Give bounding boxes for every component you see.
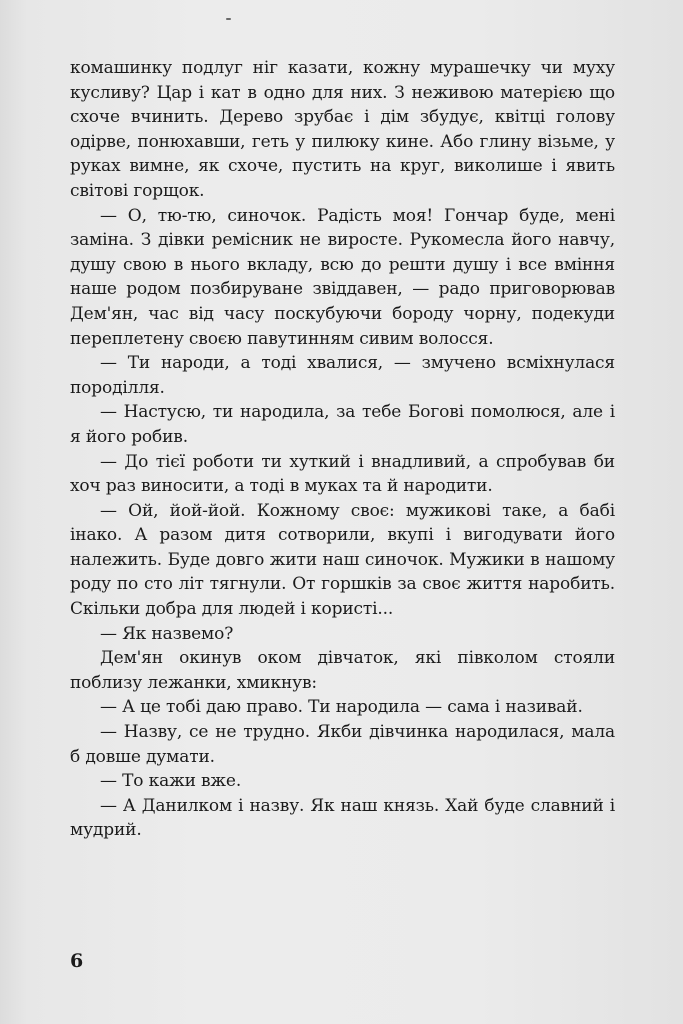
paragraph-7: — Як назвемо? bbox=[100, 623, 234, 644]
paragraph-4: — Настусю, ти народила, за тебе Богові помолюся, але і я його робив. bbox=[70, 402, 615, 447]
paragraph-9: — А це тобі даю право. Ти народила — сама і називай. bbox=[100, 697, 583, 718]
print-speck bbox=[226, 18, 231, 20]
body-text bbox=[70, 56, 615, 843]
paragraph-8: Дем'ян окинув оком дівчаток, які півколом стояли поблизу лежанки, хмикнув: bbox=[70, 648, 615, 693]
paragraph-10: — Назву, се не трудно. Якби дівчинка народилася, мала б довше думати. bbox=[70, 722, 615, 767]
paragraph-6: — Ой, йой-йой. Кожному своє: мужикові таке, а бабі інако. А разом дитя сотворили, вкупі і вигодувати його належить. Буде довго жити наш синочок. Мужики в нашому роду по сто літ тягнули. От горшків за своє життя наробить. Скільки добра для людей і користі... bbox=[70, 500, 615, 620]
paragraph-11: — То кажи вже. bbox=[100, 771, 242, 792]
paragraph-1: комашинку подлуг ніг казати, кожну мурашечку чи муху кусливу? Цар і кат в одно для них. З неживою матерією що схоче вчинить. Дерево зрубає і дім збудує, квітці голову одірве, понюхавши, геть у пилюку кине. Або глину візьме, у руках вимне, як схоче, пустить на круг, виколише і явить світові горщок. bbox=[70, 58, 615, 201]
paragraph-12: — А Данилком і назву. Як наш князь. Хай буде славний і мудрий. bbox=[70, 795, 615, 841]
paragraph-3: — Ти народи, а тоді хвалися, — змучено всміхнулася породілля. bbox=[70, 353, 615, 398]
page-number: 6 bbox=[70, 950, 84, 972]
paragraph-2: — О, тю-тю, синочок. Радість моя! Гончар буде, мені заміна. З дівки ремісник не виросте. Рукомесла його навчу, душу свою в нього вкладу, всю до решти душу і все вміння наше родом позбируване звіддавен, — радо приговорював Дем'ян, час від часу поскубуючи бороду чорну, подекуди переплетену своєю павутинням сивим волосся. bbox=[70, 205, 615, 349]
paragraph-5: — До тієї роботи ти хуткий і внадливий, а спробував би хоч раз виносити, а тоді в муках та й народити. bbox=[70, 451, 615, 497]
